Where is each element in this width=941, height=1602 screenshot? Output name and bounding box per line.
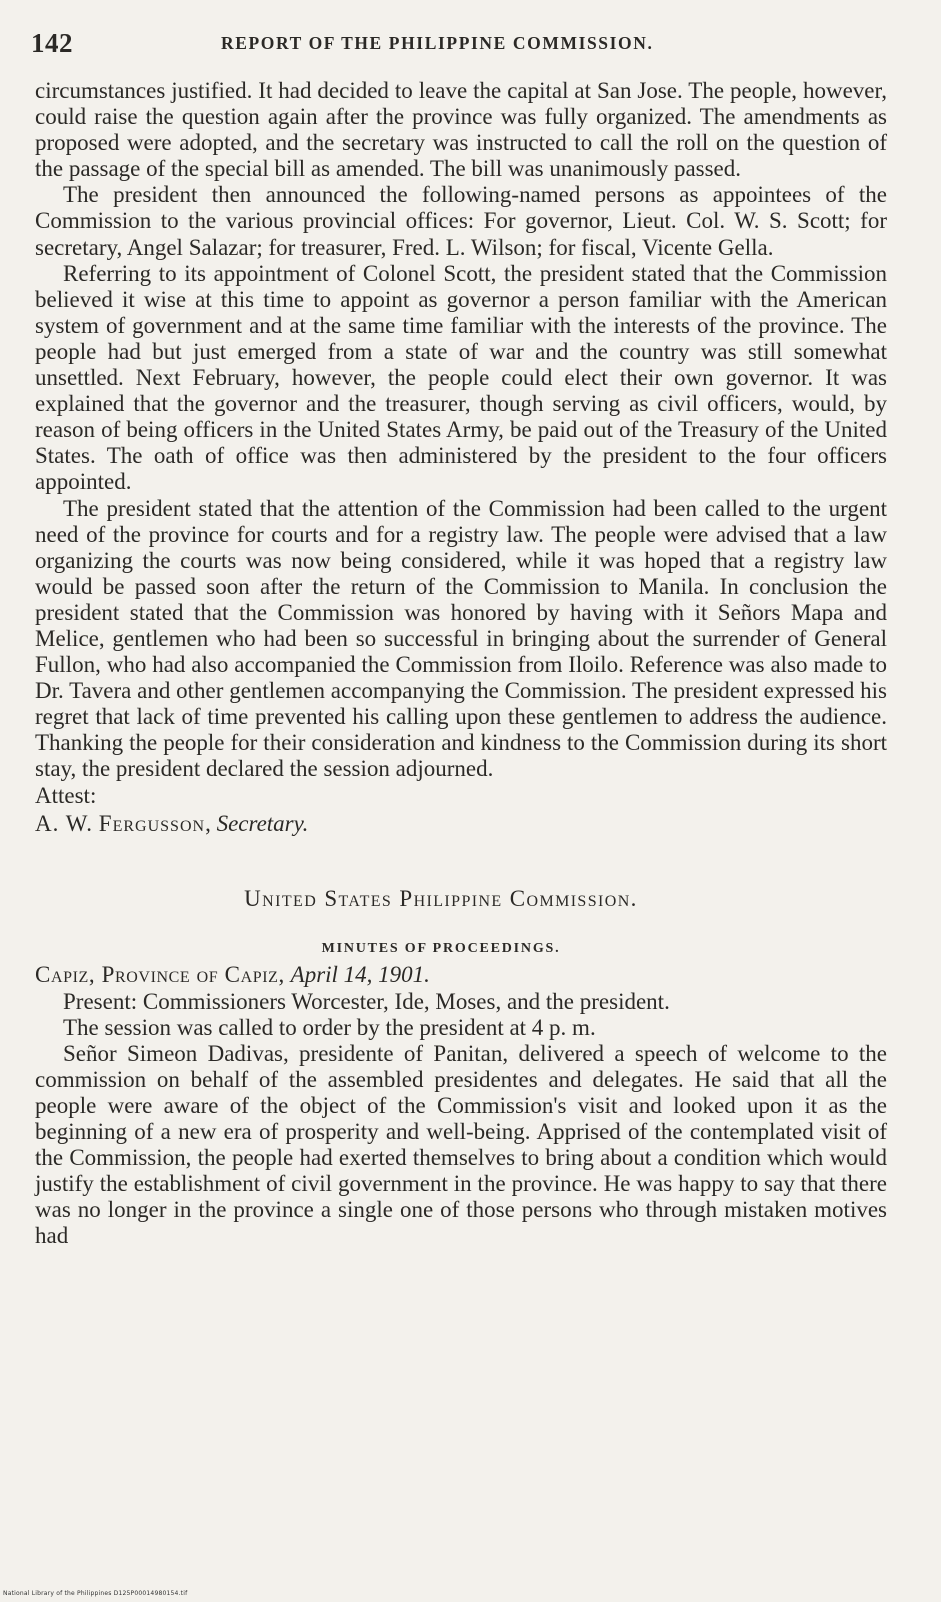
signature-title: Secretary. xyxy=(216,810,309,836)
section-subtitle: MINUTES OF PROCEEDINGS. xyxy=(321,940,561,956)
paragraph-courts-registry: The president stated that the attention of the Commission had been called to the urgent need of the province for courts and for a registry law. The people were advised that a law organizing the courts was now being considered, while it was hoped that a registry law would be passed soon after the return of the Commission to Manila. In conclusion the president stated that the Commission was honored by having with it Señors Mapa and Melice, gentlemen who had been so successful in bringing about the surrender of General Fullon, who had also accompanied the Commission from Iloilo. Reference was also made to Dr. Tavera and other gentlemen accompanying the Commission. The president expressed his regret that lack of time prevented his calling upon these gentlemen to address the audience. Thanking the people for their consideration and kindness to the Commission during its short stay, the president declared the session adjourned. xyxy=(35,495,887,782)
dateline-date: April 14, 1901. xyxy=(290,961,430,987)
page-header xyxy=(31,28,901,58)
minutes-called-to-order: The session was called to order by the president at 4 p. m. xyxy=(63,1014,596,1040)
paragraph-appointees: The president then announced the following-named persons as appointees of the Commission to the various provincial offices: For governor, Lieut. Col. W. S. Scott; for secretary, Angel Salazar; for treasurer, Fred. L. Wilson; for fiscal, Vicente Gella. xyxy=(35,182,887,260)
page-number: 142 xyxy=(31,28,73,58)
attest-line: Attest: xyxy=(35,782,97,808)
dateline xyxy=(35,961,887,989)
running-head: REPORT OF THE PHILIPPINE COMMISSION. xyxy=(221,33,654,53)
signature-surname: Fergusson xyxy=(98,810,206,836)
signature-block xyxy=(35,809,887,839)
section-title: United States Philippine Commission. xyxy=(244,885,638,911)
scan-footer: National Library of the Philippines D125P00014980154.tif xyxy=(3,1590,188,1597)
dateline-place: Capiz, Province of Capiz, xyxy=(35,961,285,987)
minutes-welcome-speech: Señor Simeon Dadivas, presidente of Panitan, delivered a speech of welcome to the commission on behalf of the assembled presidentes and delegates. He said that all the people were aware of the object of the Commission's visit and looked upon it as the beginning of a new era of prosperity and well-being. Apprised of the contemplated visit of the Commission, the people had exerted themselves to bring about a condition which would justify the establishment of civil government in the province. He was happy to say that there was no longer in the province a single one of those persons who through mistaken motives had xyxy=(35,1040,887,1249)
signature-separator: , xyxy=(205,810,211,836)
paragraph-continuation: circumstances justified. It had decided to leave the capital at San Jose. The people, however, could raise the question again after the province was fully organized. The amendments as proposed were adopted, and the secretary was instructed to call the roll on the question of the passage of the special bill as amended. The bill was unanimously passed. xyxy=(35,78,887,182)
signature-initials: A. W. xyxy=(35,810,94,836)
minutes-present: Present: Commissioners Worcester, Ide, Moses, and the president. xyxy=(63,988,670,1014)
page-body xyxy=(35,78,887,1250)
paragraph-scott-appointment: Referring to its appointment of Colonel Scott, the president stated that the Commission believed it wise at this time to appoint as governor a person familiar with the American system of government and at the same time familiar with the interests of the province. The people had but just emerged from a state of war and the country was still somewhat unsettled. Next February, however, the people could elect their own governor. It was explained that the governor and the treasurer, though serving as civil officers, would, by reason of being officers in the United States Army, be paid out of the Treasury of the United States. The oath of office was then administered by the president to the four officers appointed. xyxy=(35,260,887,495)
